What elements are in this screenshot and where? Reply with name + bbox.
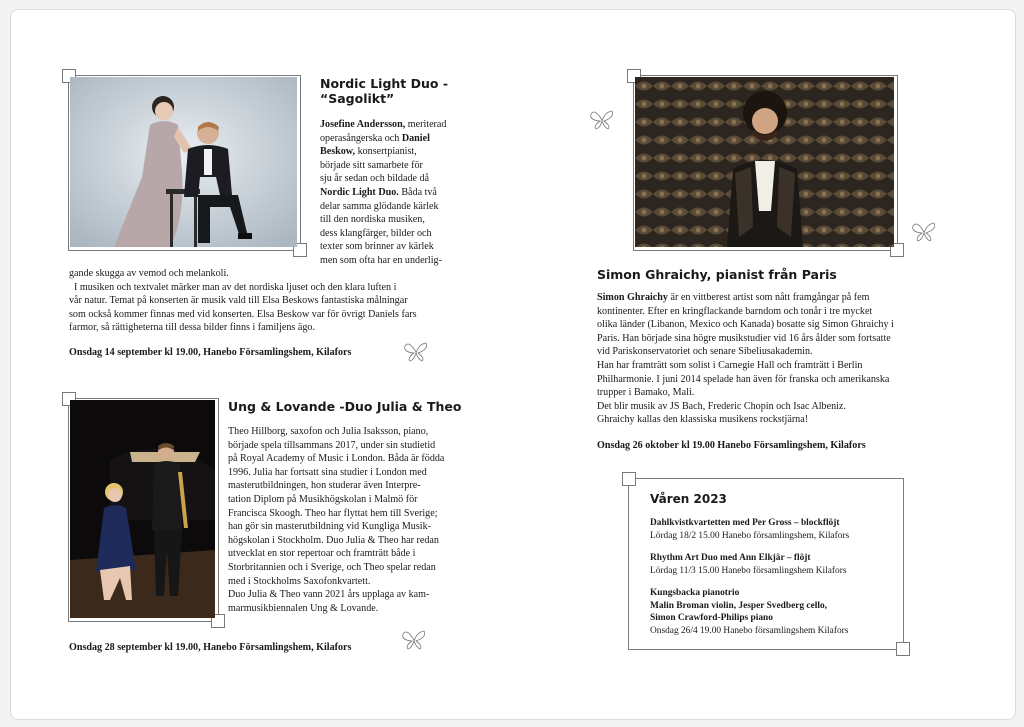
- butterfly-icon: [589, 108, 615, 130]
- performer-name: Josefine Andersson,: [320, 119, 406, 130]
- photo-simon-ghraichy: [635, 77, 894, 247]
- performer-name: Daniel: [401, 132, 430, 144]
- photo-duo-julia-theo: [70, 400, 215, 618]
- spring-2023-box: [628, 478, 904, 650]
- body-line: som också kommer finnas med vid konserten. Elsa Beskow var för övrigt Daniels fars: [69, 308, 417, 320]
- event-performers: Simon Crawford-Philips piano: [650, 613, 773, 624]
- body-line: kontinenter. Efter en kringflackande barndom och tonår i tre mycket: [597, 305, 873, 317]
- body-line: Theo Hillborg, saxofon och Julia Isaksson, piano,: [228, 426, 429, 437]
- spring-event-1: [650, 517, 900, 542]
- intro-line: delar samma glödande kärlek: [320, 200, 439, 212]
- intro-text: meriterad: [405, 119, 447, 130]
- nordic-light-title: [320, 76, 448, 91]
- simon-title: Simon Ghraichy, pianist från Paris: [597, 267, 837, 282]
- event-date: Lördag 18/2 15.00 Hanebo församlingshem, Kilafors: [650, 530, 850, 541]
- intro-line: till den nordiska musiken,: [320, 214, 425, 226]
- ung-lovande-body: [228, 425, 488, 615]
- intro-text: operasångerska och: [320, 132, 402, 144]
- nordic-light-title-line1: Nordic Light Duo -: [320, 76, 449, 91]
- body-line: började spela tillsammans 2017, under sin studietid: [228, 439, 436, 451]
- photo-nordic-light-duo: [70, 77, 297, 247]
- butterfly-icon: [401, 628, 427, 650]
- nordic-light-body: [69, 267, 489, 335]
- nordic-light-intro: [320, 118, 470, 268]
- simon-date: Onsdag 26 oktober kl 19.00 Hanebo Församlingshem, Kilafors: [597, 440, 866, 451]
- body-line: 1996. Julia har fortsatt sina studier i London med: [228, 466, 427, 478]
- body-line: på Royal Academy of Music i London. Båda är födda: [228, 453, 445, 465]
- intro-line: men som ofta har en underlig-: [320, 254, 442, 266]
- body-line: utvecklat en stor repertoar och framträtt både i: [228, 548, 416, 560]
- body-line: vår natur. Temat på konserten är musik vald till Elsa Beskows fantastiska målningar: [69, 295, 408, 307]
- event-title: Dahlkvistkvartetten med Per Gross – blockflöjt: [650, 518, 840, 528]
- body-line: Han har framträtt som solist i Carnegie Hall och framträtt i Berlin: [597, 359, 863, 371]
- body-line: Storbritannien och i Sverige, och Theo spelar redan: [228, 561, 436, 573]
- body-line: Ghraichy kallas den klassiska musikens rockstjärna!: [597, 414, 809, 426]
- spring-event-2: [650, 552, 900, 577]
- intro-line: sju år sedan och bildade då: [320, 173, 430, 185]
- ung-lovande-date: Onsdag 28 september kl 19.00, Hanebo Församlingshem, Kilafors: [69, 642, 352, 653]
- body-line: olika länder (Libanon, Mexico och Kanada) bosatte sig Simon Ghraichy i: [597, 319, 894, 331]
- nordic-light-date: Onsdag 14 september kl 19.00, Hanebo Församlingshem, Kilafors: [69, 347, 352, 358]
- event-title: Kungsbacka pianotrio: [650, 588, 740, 598]
- butterfly-icon: [911, 220, 937, 242]
- intro-line: texter som brinner av kärlek: [320, 241, 434, 253]
- event-date: Lördag 11/3 15.00 Hanebo församlingshem Kilafors: [650, 565, 847, 576]
- body-line: med i Stockholms Saxofonkvartett.: [228, 575, 371, 587]
- intro-line: dess klangfärger, bilder och: [320, 227, 432, 239]
- body-line: han gör sin masterutbildning vid Kungliga Musik-: [228, 521, 431, 533]
- body-line: marmusikbiennalen Ung & Lovande.: [228, 602, 379, 614]
- body-line: högskolan i Stockholm. Duo Julia & Theo har redan: [228, 534, 439, 546]
- body-line: I musiken och textvalet märker man av det nordiska ljuset och den klara luften i: [69, 281, 397, 293]
- performer-name: Simon Ghraichy: [597, 292, 668, 303]
- body-line: Francisca Skoogh. Theo har flyttat hem till Sverige;: [228, 507, 438, 519]
- body-line: Paris. Han började sina högre musikstudier vid 16 års ålder som fortsatte: [597, 332, 891, 344]
- butterfly-icon: [403, 340, 429, 362]
- ung-lovande-title: Ung & Lovande -Duo Julia & Theo: [228, 399, 462, 414]
- nordic-light-title-line2: “Sagolikt”: [320, 91, 395, 106]
- body-line: vid Pariskonservatoriet och senare Sibeliusakademin.: [597, 346, 813, 358]
- simon-body: [597, 291, 957, 427]
- intro-text: konsertpianist,: [355, 146, 417, 158]
- event-title: Rhythm Art Duo med Ann Elkjär – flöjt: [650, 553, 811, 563]
- body-line: Duo Julia & Theo vann 2021 års upplaga av kam-: [228, 589, 430, 601]
- ensemble-name: Nordic Light Duo.: [320, 186, 399, 198]
- event-date: Onsdag 26/4 19.00 Hanebo församlingshem Kilafors: [650, 625, 849, 636]
- event-performers: Malin Broman violin, Jesper Svedberg cello,: [650, 600, 827, 611]
- body-text: är en vittberest artist som nått framgångar på fem: [667, 292, 870, 303]
- body-line: Det blir musik av JS Bach, Frederic Chopin och Isac Albeniz.: [597, 400, 846, 412]
- performer-name: Beskow,: [320, 146, 356, 158]
- spring-event-3: [650, 587, 900, 637]
- nordic-light-title-2: [320, 91, 394, 106]
- body-line: Philharmonie. I juni 2014 spelade han även för franska och amerikanska: [597, 373, 890, 385]
- body-line: farmor, så rättigheterna till dessa bilder finns i familjens ägo.: [69, 322, 315, 334]
- body-line: gande skugga av vemod och melankoli.: [69, 268, 229, 279]
- brochure-spread: [10, 9, 1016, 720]
- intro-line: började sitt samarbete för: [320, 159, 423, 171]
- intro-text: Båda två: [398, 186, 437, 198]
- body-line: masterutbildningen, hon studerar även Interpre-: [228, 480, 421, 492]
- spring-title: Våren 2023: [650, 492, 727, 506]
- body-line: tation Diplom på Musikhögskolan i Malmö för: [228, 493, 418, 505]
- body-line: trupper i Bamako, Mali.: [597, 387, 695, 399]
